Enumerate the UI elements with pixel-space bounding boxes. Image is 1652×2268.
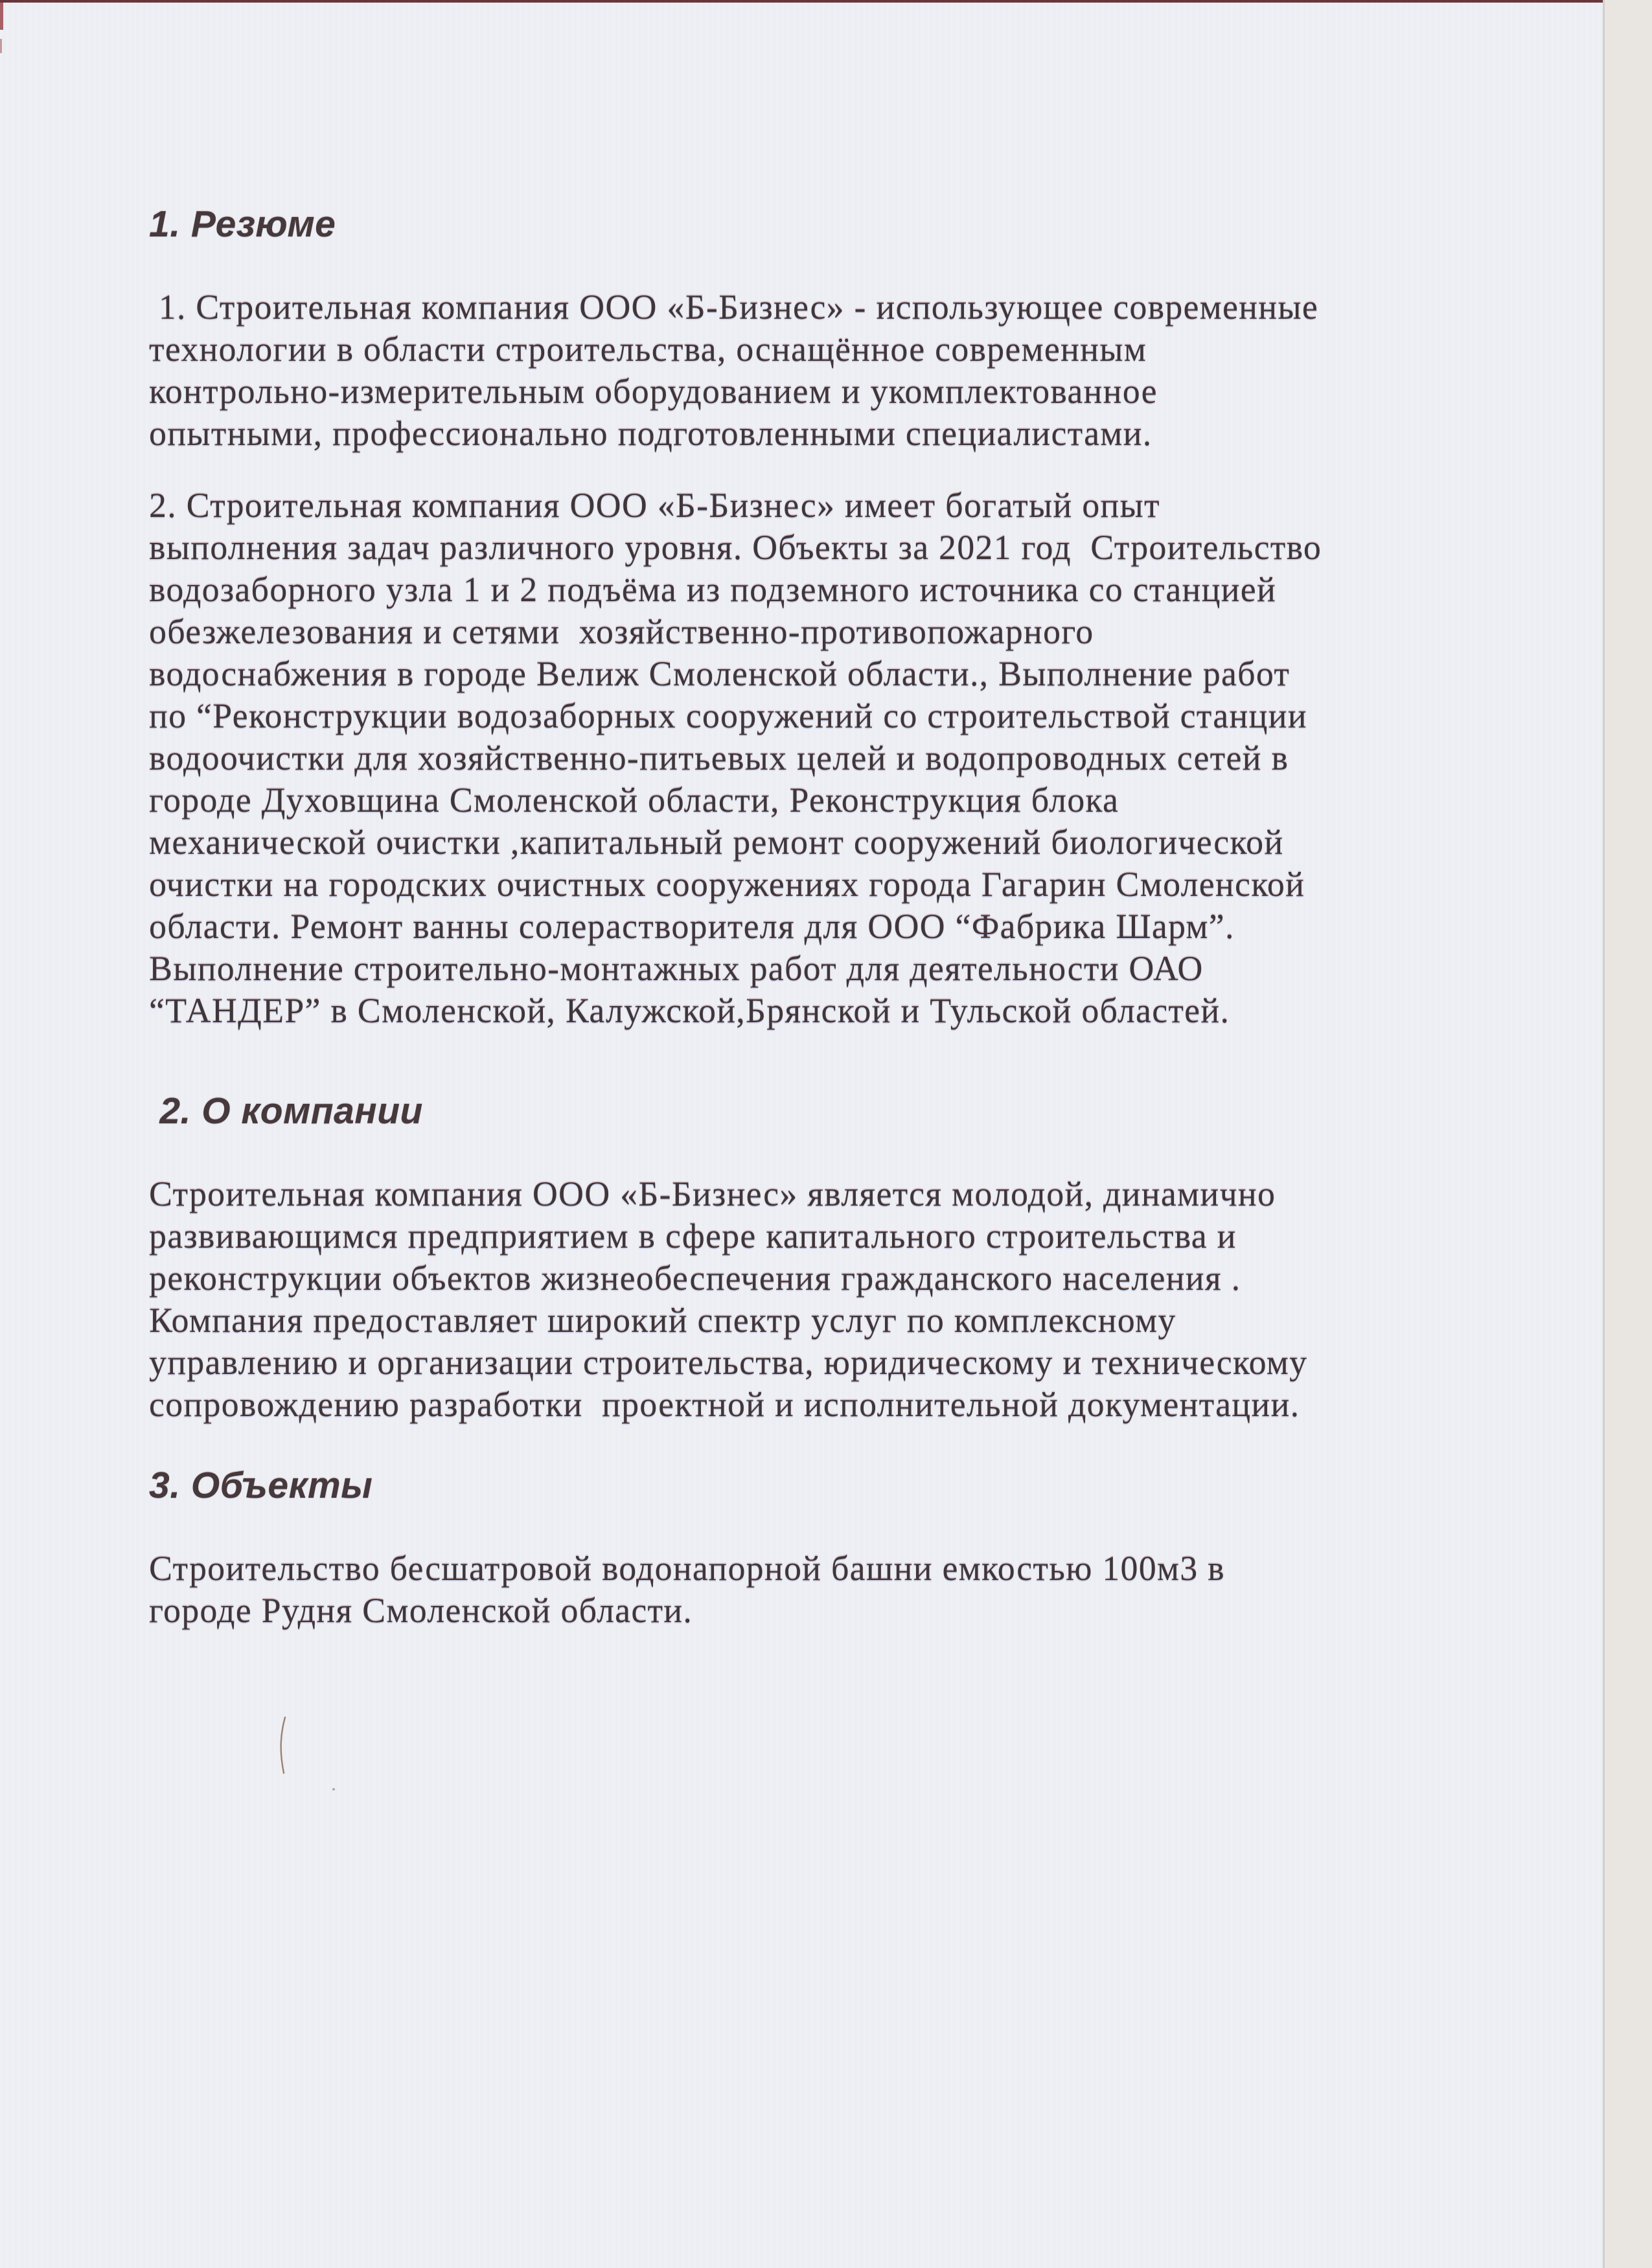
paragraph [149,1173,1548,1426]
scan-edge-mark [0,3,3,30]
paragraph-line: сопровождению разработки проектной и исполнительной документации. [149,1385,1300,1424]
paragraph-line: Строительство бесшатровой водонапорной башни емкостью 100м3 в [149,1549,1225,1588]
paragraph-line: контрольно-измерительным оборудованием и укомплектованное [149,372,1158,411]
paragraph-line: технологии в области строительства, оснащённое современным [149,330,1147,369]
section-heading: 2. О компании [149,1090,423,1132]
paragraph-line: очистки на городских очистных сооружениях города Гагарин Смоленской [149,865,1305,904]
paragraph-line: обезжелезования и сетями хозяйственно-противопожарного [149,612,1094,651]
paragraph-line: 1. Строительная компания ООО «Б-Бизнес» - использующее современные [149,288,1319,326]
paragraph-line: выполнения задач различного уровня. Объекты за 2021 год Строительство [149,528,1322,567]
paragraph-line: управлению и организации строительства, юридическому и техническому [149,1343,1308,1382]
paragraph-line: Выполнение строительно-монтажных работ для деятельности ОАО [149,949,1204,988]
dust-speck-artifact [332,1788,335,1791]
paragraph-line: водоснабжения в городе Велиж Смоленской области., Выполнение работ [149,654,1291,693]
paragraph-line: водоочистки для хозяйственно-питьевых целей и водопроводных сетей в [149,739,1289,777]
paragraph [149,1548,1548,1632]
scan-edge-mark [0,39,2,53]
paragraph-line: “ТАНДЕР” в Смоленской, Калужской,Брянской и Тульской областей. [149,991,1230,1030]
paragraph-line: реконструкции объектов жизнеобеспечения гражданского населения . [149,1259,1241,1298]
paragraph-line: опытными, профессионально подготовленными специалистами. [149,414,1153,453]
paragraph-line: по “Реконструкции водозаборных сооружений со строительствой станции [149,696,1307,735]
paragraph-line: механической очистки ,капитальный ремонт сооружений биологической [149,823,1284,862]
paragraph-line: городе Духовщина Смоленской области, Реконструкция блока [149,781,1119,819]
paragraph-line: 2. Строительная компания ООО «Б-Бизнес» имеет богатый опыт [149,486,1160,525]
paragraph-line: области. Ремонт ванны солерастворителя для ООО “Фабрика Шарм”. [149,907,1235,946]
section-heading: 3. Объекты [149,1465,373,1506]
paragraph [149,286,1548,455]
scan-top-edge-artifact [0,0,1604,3]
paragraph-line: городе Рудня Смоленской области. [149,1591,693,1630]
scanner-background [1605,0,1652,2268]
paragraph [149,485,1548,1032]
hair-fiber-artifact [275,1715,295,1775]
document-content [149,203,1548,1662]
section-heading: 1. Резюме [149,203,336,245]
paragraph-line: Компания предоставляет широкий спектр услуг по комплексному [149,1301,1176,1340]
paragraph-line: водозаборного узла 1 и 2 подъёма из подземного источника со станцией [149,570,1277,609]
paragraph-line: развивающимся предприятием в сфере капитального строительства и [149,1217,1237,1255]
paragraph-line: Строительная компания ООО «Б-Бизнес» является молодой, динамично [149,1174,1276,1213]
